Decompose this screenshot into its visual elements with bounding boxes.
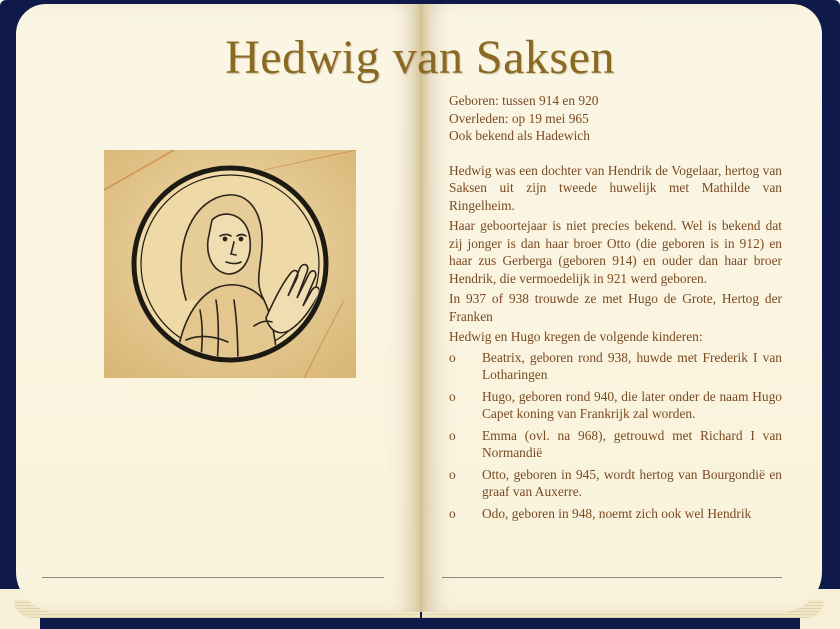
list-item	[449, 466, 782, 501]
death-fact: Overleden: op 19 mei 965	[449, 110, 589, 126]
right-page-rule	[442, 577, 782, 578]
list-item-text: Odo, geboren in 948, noemt zich ook wel Hendrik	[482, 505, 752, 521]
page-title: Hedwig van Saksen	[225, 31, 615, 84]
portrait-image	[104, 150, 356, 378]
bullet-icon: o	[449, 427, 456, 443]
list-item-text: Emma (ovl. na 968), getrouwd met Richard I van Normandië	[482, 427, 782, 460]
book-gutter	[412, 4, 430, 612]
left-page-rule	[42, 577, 384, 578]
paragraph: Haar geboortejaar is niet precies bekend. Wel is bekend dat zij jonger is dan haar broer Otto (die geboren is in 912) en haar zus Gerberga (geboren 914) en ouder dan haar broer Hendrik, die vermoedelijk in 921 werd geboren.	[449, 218, 782, 286]
bullet-icon: o	[449, 505, 456, 521]
facts-block	[449, 92, 782, 145]
bullet-icon: o	[449, 388, 456, 404]
paragraph: In 937 of 938 trouwde ze met Hugo de Grote, Hertog der Franken	[449, 291, 782, 324]
list-item-text: Beatrix, geboren rond 938, huwde met Frederik I van Lotharingen	[482, 349, 782, 382]
list-item	[449, 349, 782, 384]
alias-fact: Ook bekend als Hadewich	[449, 128, 590, 143]
biography-text	[449, 92, 782, 526]
list-item	[449, 427, 782, 462]
portrait-illustration	[104, 150, 356, 378]
list-item-text: Otto, geboren in 945, wordt hertog van Bourgondië en graaf van Auxerre.	[482, 466, 782, 499]
paragraph: Hedwig was een dochter van Hendrik de Vogelaar, hertog van Saksen uit zijn tweede huwelijk met Mathilde van Ringelheim.	[449, 162, 782, 213]
list-item-text: Hugo, geboren rond 940, die later onder de naam Hugo Capet koning van Frankrijk zal worden.	[482, 388, 782, 421]
list-item	[449, 388, 782, 423]
paragraph: Hedwig en Hugo kregen de volgende kinderen:	[449, 329, 703, 344]
bullet-icon: o	[449, 466, 456, 482]
bullet-icon: o	[449, 349, 456, 365]
children-list	[449, 349, 782, 523]
list-item	[449, 505, 782, 523]
birth-fact: Geboren: tussen 914 en 920	[449, 93, 599, 108]
